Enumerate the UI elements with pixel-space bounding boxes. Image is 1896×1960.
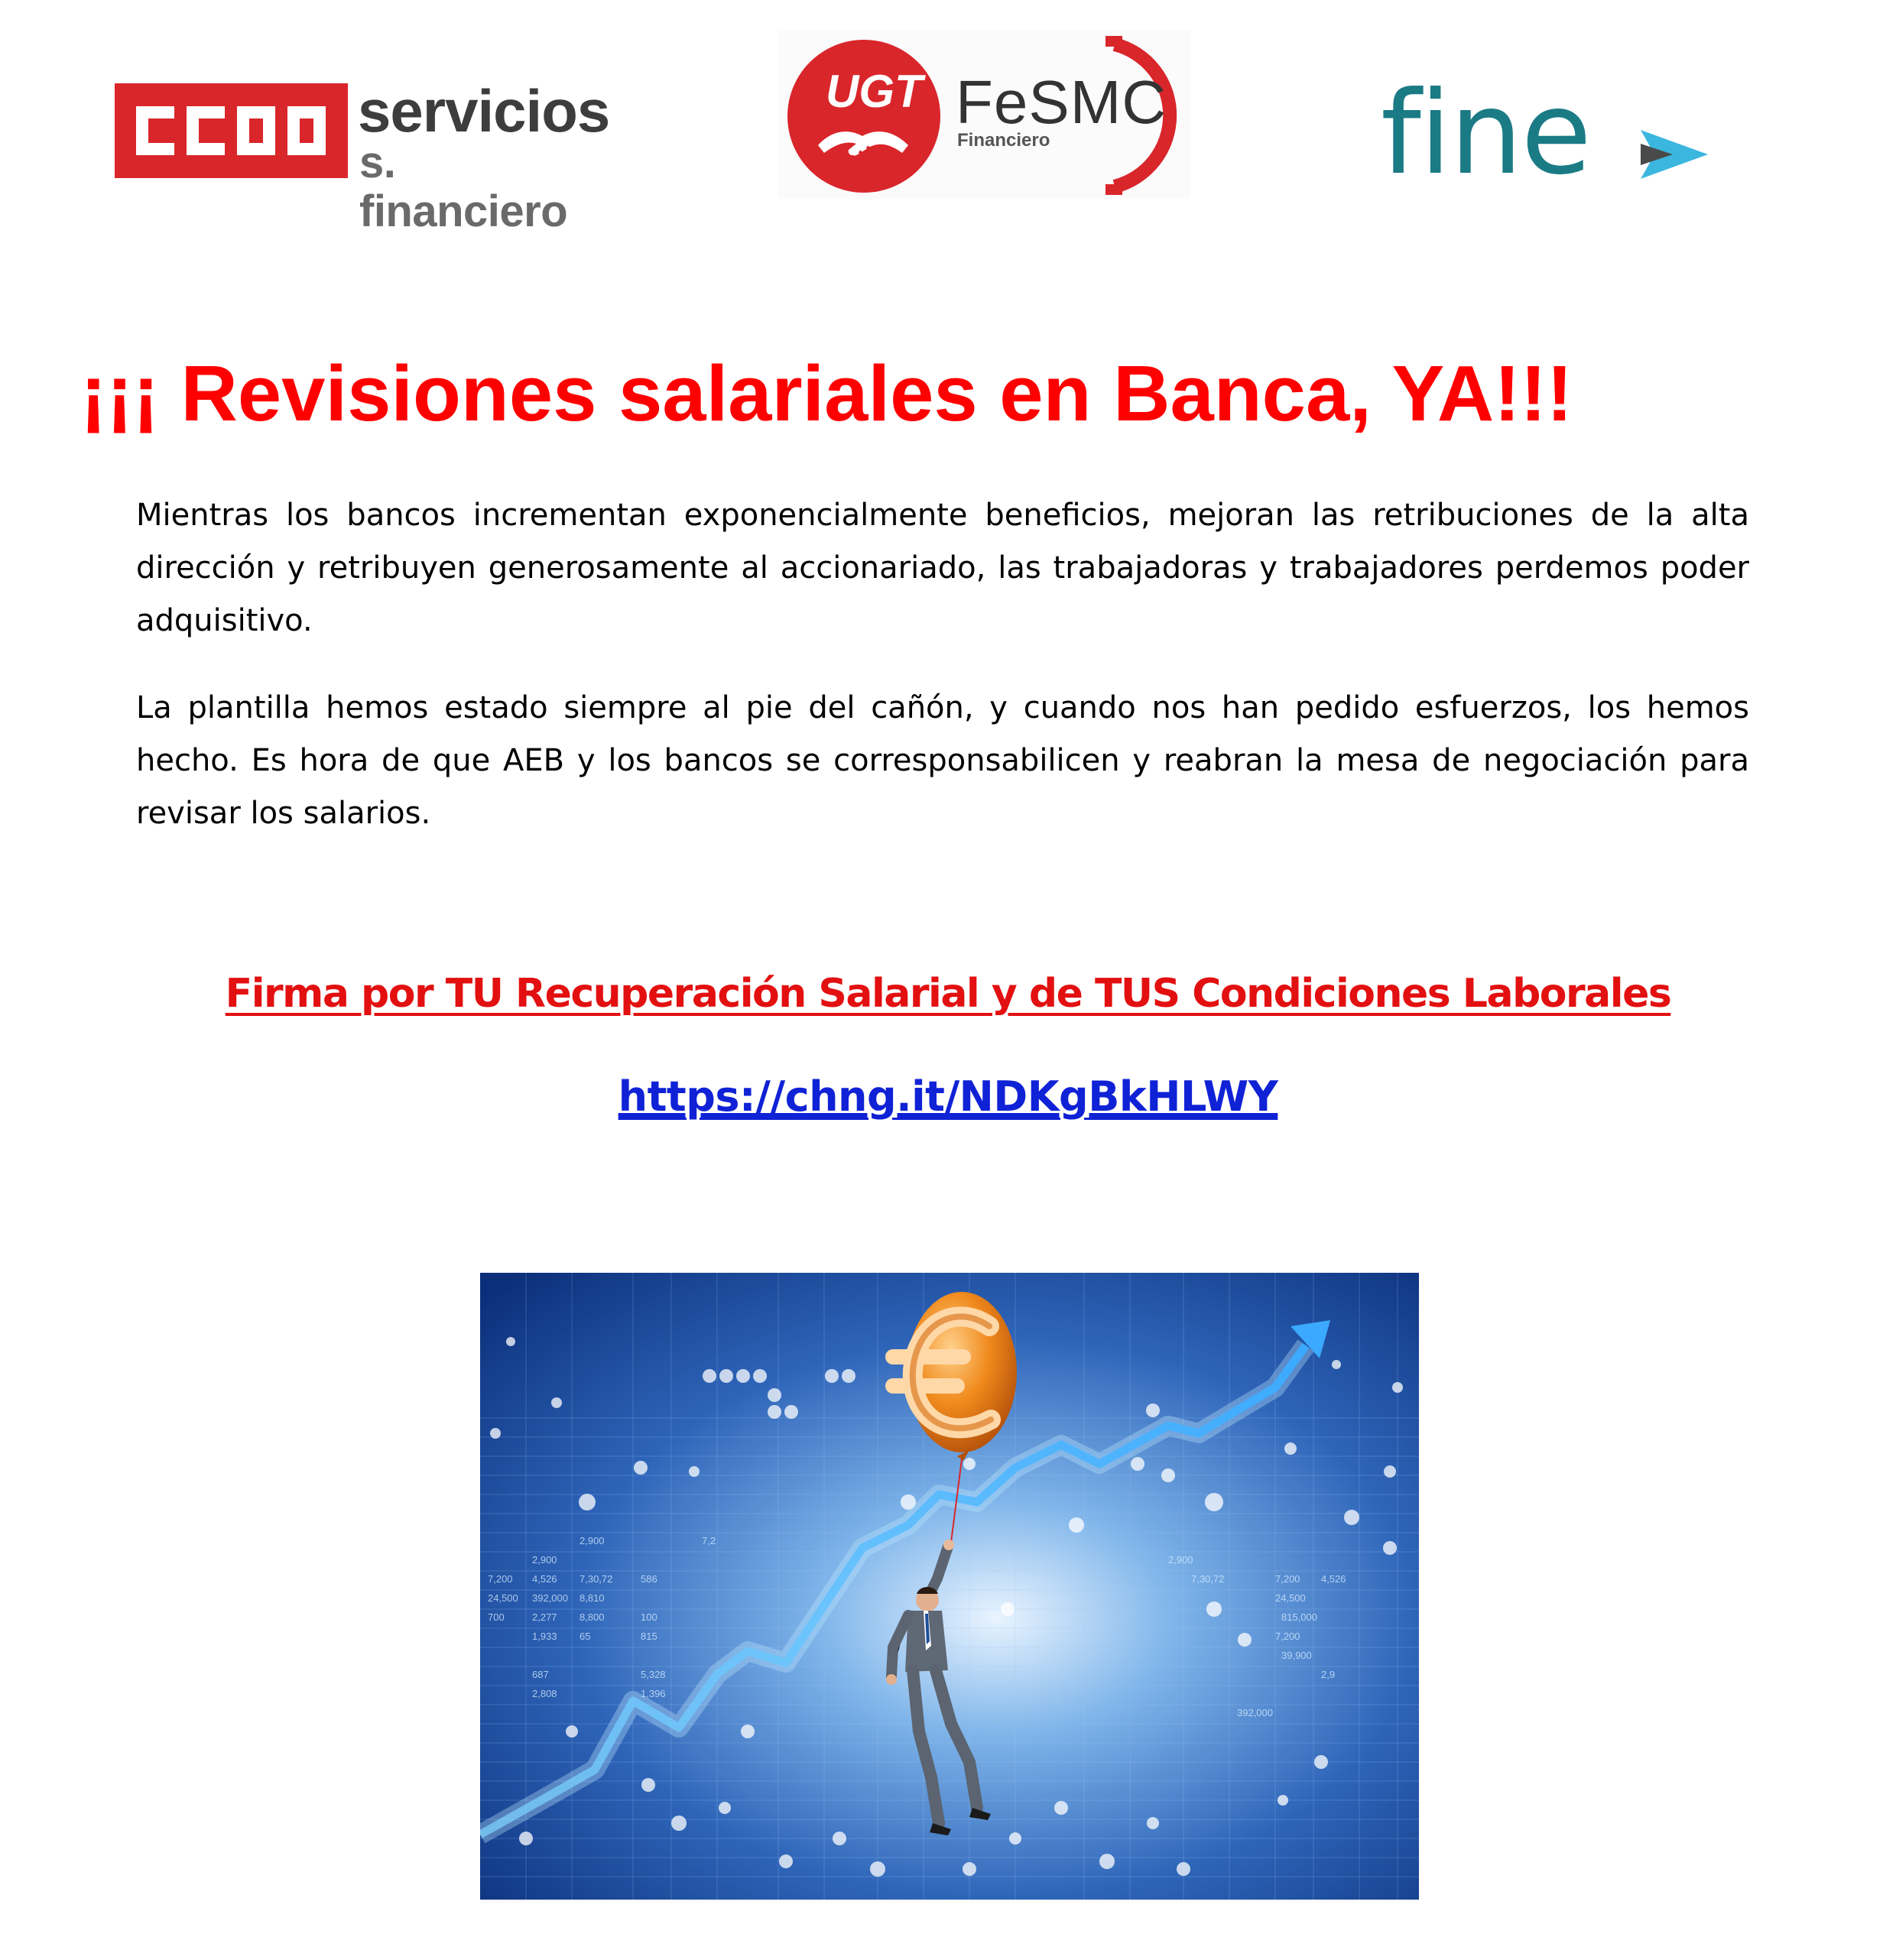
cell-number: 5,328 xyxy=(641,1669,666,1680)
fine-arrow-icon xyxy=(1633,124,1717,185)
ccoo-subtitle: s. financiero xyxy=(359,138,568,236)
petition-link[interactable] xyxy=(618,1072,1278,1121)
cell-number: 2,9 xyxy=(1321,1669,1336,1680)
cell-number: 2,808 xyxy=(532,1688,557,1699)
cell-number: 2,900 xyxy=(580,1535,605,1546)
cta-text: Firma por TU Recuperación Salarial y de TUS Condiciones Laborales xyxy=(225,971,1671,1017)
cell-number: 65 xyxy=(580,1631,591,1642)
ccoo-logo xyxy=(115,77,610,236)
paragraph-2: La plantilla hemos estado siempre al pie del cañón, y cuando nos han pedido esfuerzos, los hemos hecho. Es hora de que AEB y los bancos se corresponsabilicen y reabran la mesa de negociación para revisar los salarios. xyxy=(136,690,1749,831)
petition-link-row xyxy=(0,1070,1896,1124)
cell-number: 815,000 xyxy=(1281,1611,1317,1623)
fine-logo xyxy=(1381,69,1725,199)
cell-number: 2,900 xyxy=(532,1554,557,1566)
cell-number: 687 xyxy=(532,1669,549,1680)
svg-text:UGT: UGT xyxy=(826,66,923,117)
ugt-fesmc-logo xyxy=(778,31,1191,199)
cell-number: 7,30,72 xyxy=(1191,1573,1225,1585)
cell-number: 24,500 xyxy=(1275,1592,1306,1604)
cell-number: 700 xyxy=(488,1611,505,1623)
headline: ¡¡¡ Revisiones salariales en Banca, YA!!! xyxy=(80,349,1573,437)
cell-number: 1,396 xyxy=(641,1688,666,1699)
cell-number: 4,526 xyxy=(532,1573,557,1585)
cell-number: 392,000 xyxy=(1237,1707,1273,1718)
cell-number: 7,200 xyxy=(1275,1573,1300,1585)
cell-number: 815 xyxy=(641,1631,657,1642)
cell-number: 39,900 xyxy=(1281,1650,1312,1661)
cell-number: 100 xyxy=(641,1611,657,1623)
cta-heading xyxy=(0,967,1896,1021)
ccoo-mark-icon xyxy=(115,83,348,178)
fine-word: fine xyxy=(1381,67,1590,200)
cell-number: 7,2 xyxy=(702,1535,716,1546)
cell-number: 2,900 xyxy=(1168,1554,1193,1566)
ccoo-word: servicios xyxy=(358,77,610,144)
cell-number: 2,277 xyxy=(532,1611,557,1623)
cell-number: 4,526 xyxy=(1321,1573,1346,1585)
cell-number: 7,30,72 xyxy=(580,1573,613,1585)
fesmc-name: FeSMC xyxy=(956,68,1167,136)
paragraph-1: Mientras los bancos incrementan exponencialmente beneficios, mejoran las retribuciones de la alta dirección y retribuyen generosamente al accionariado, las trabajadoras y trabajadores perdemos poder adquisitivo. xyxy=(136,498,1749,638)
cell-number: 8,810 xyxy=(580,1592,605,1604)
cell-number: 8,800 xyxy=(580,1611,605,1623)
petition-link-text: https://chng.it/NDKgBkHLWY xyxy=(618,1072,1278,1121)
cell-number: 392,000 xyxy=(532,1592,568,1604)
cell-number: 1,933 xyxy=(532,1631,557,1642)
cell-number: 7,200 xyxy=(488,1573,513,1585)
cell-number: 24,500 xyxy=(488,1592,518,1604)
cell-number: 7,200 xyxy=(1275,1631,1300,1642)
hero-image xyxy=(480,1273,1419,1900)
cell-number: 586 xyxy=(641,1573,657,1585)
fesmc-subtitle: Financiero xyxy=(957,130,1050,151)
growth-chart-illustration xyxy=(480,1273,1419,1900)
